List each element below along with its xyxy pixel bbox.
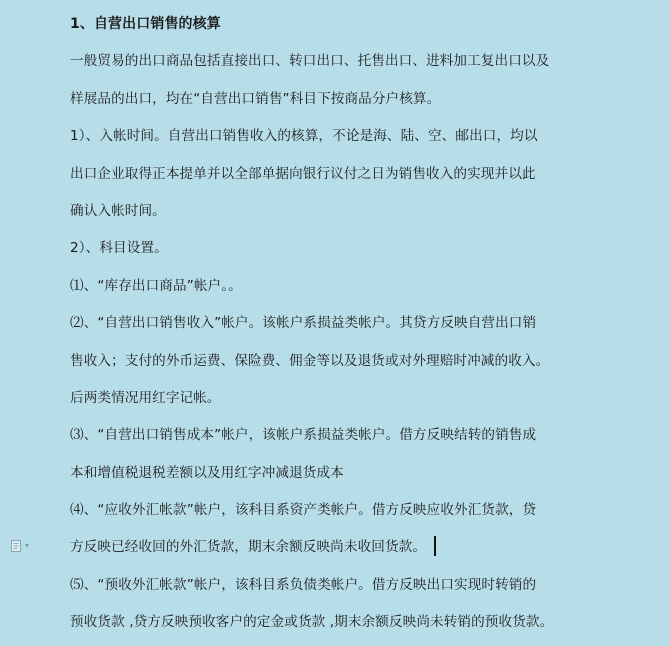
paragraph-line: ⑶、“自营出口销售成本”帐户，该帐户系损益类帐户。借方反映结转的销售成 [70,427,537,444]
paragraph-line: ⑷、“应收外汇帐款”帐户，该科目系资产类帐户。借方反映应收外汇货款，贷 [70,502,537,519]
paragraph-line: 1）、入帐时间。自营出口销售收入的核算，不论是海、陆、空、邮出口，均以 [70,128,538,145]
paragraph-line: 预收货款 ,贷方反映预收客户的定金或货款 ,期末余额反映尚未转销的预收货款。 [70,614,554,631]
paste-options-button[interactable] [10,539,29,553]
chevron-down-icon: ▾ [25,541,30,550]
paragraph-line: 2）、科目设置。 [70,240,168,257]
text-caret [434,536,436,556]
paragraph-line: ⑸、“预收外汇帐款”帐户，该科目系负债类帐户。借方反映出口实现时转销的 [70,576,537,593]
paragraph-line: 售收入；支付的外币运费、保险费、佣金等以及退货或对外理赔时冲减的收入。 [70,352,550,369]
paste-options-icon [10,539,23,553]
paragraph-line-with-caret [70,529,580,566]
paragraph-line: 出口企业取得正本提单并以全部单据向银行议付之日为销售收入的实现并以此 [70,165,536,182]
paragraph-line: 样展品的出口，均在“自营出口销售”科目下按商品分户核算。 [70,90,441,107]
paragraph-line: 后两类情况用红字记帐。 [70,389,221,406]
section-heading: 1、自营出口销售的核算 [70,16,221,32]
paragraph-line: ⑵、“自营出口销售收入”帐户。该帐户系损益类帐户。其贷方反映自营出口销 [70,315,537,332]
paragraph-line: ⑴、“库存出口商品”帐户。。 [70,277,242,294]
paragraph-line: 确认入帐时间。 [70,202,166,219]
paragraph-text: 方反映已经收回的外汇货款，期末余额反映尚未收回货款。 [70,539,427,556]
paragraph-line: 一般贸易的出口商品包括直接出口、转口出口、托售出口、进料加工复出口以及 [70,53,550,70]
paragraph-line: 本和增值税退税差额以及用红字冲减退货成本 [70,464,344,481]
document-body[interactable] [70,6,580,642]
